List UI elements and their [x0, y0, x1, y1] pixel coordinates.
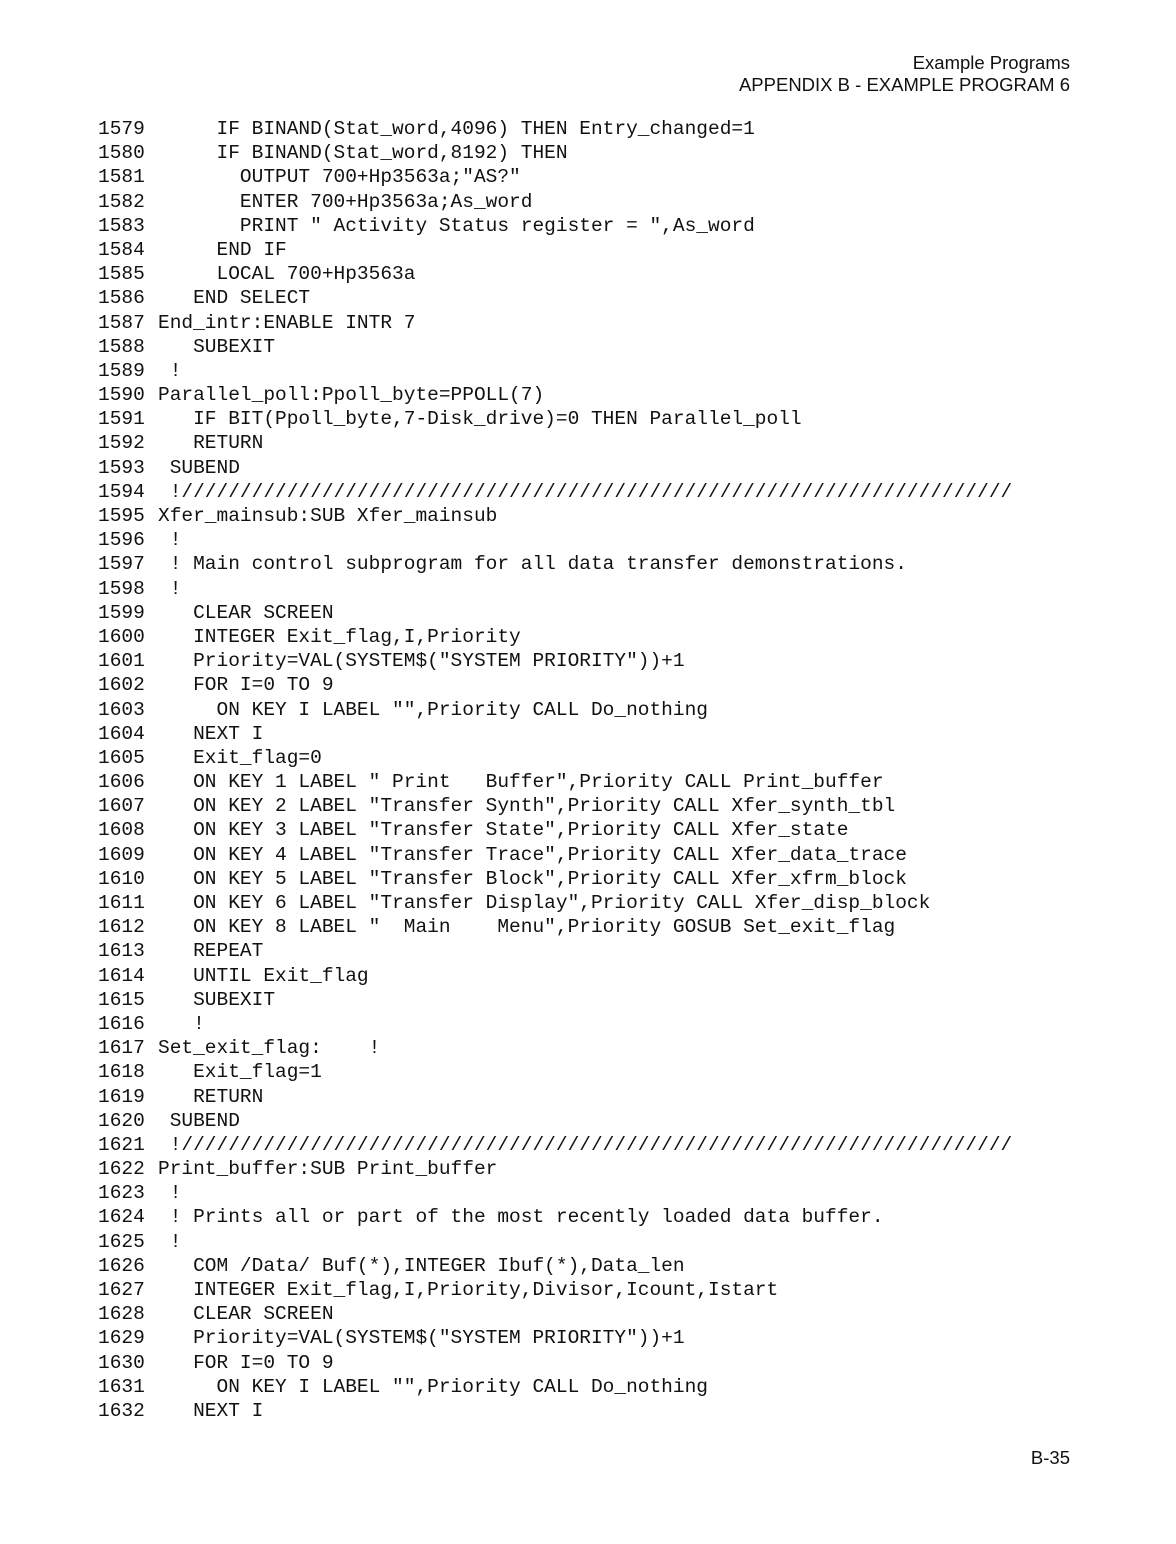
line-number: 1611	[98, 892, 145, 914]
line-number: 1632	[98, 1399, 145, 1422]
code-line	[98, 407, 1012, 431]
header-section-title: Example Programs	[912, 52, 1070, 73]
line-number: 1587	[98, 311, 145, 334]
line-code: ON KEY 3 LABEL "Transfer State",Priority CALL Xfer_state	[158, 819, 849, 842]
code-line	[98, 625, 1012, 649]
line-code: ENTER 700+Hp3563a;As_word	[158, 190, 533, 213]
line-number: 1608	[98, 819, 145, 842]
line-code: LOCAL 700+Hp3563a	[158, 263, 416, 286]
line-code: OUTPUT 700+Hp3563a;"AS?"	[158, 166, 521, 189]
line-number: 1624	[98, 1206, 145, 1229]
code-line	[98, 770, 1012, 794]
running-header	[739, 52, 1070, 96]
code-line	[98, 915, 1012, 939]
code-line	[98, 528, 1012, 552]
line-code: END IF	[158, 238, 287, 261]
line-number: 1581	[98, 166, 145, 189]
line-number: 1605	[98, 746, 145, 769]
line-code: ON KEY I LABEL "",Priority CALL Do_nothing	[158, 1375, 708, 1398]
code-line	[98, 601, 1012, 625]
line-number: 1599	[98, 601, 145, 624]
code-line	[98, 1254, 1012, 1278]
line-code: !///////////////////////////////////////////////////////////////////////	[158, 1133, 1013, 1156]
line-code: INTEGER Exit_flag,I,Priority	[158, 625, 521, 648]
line-number: 1625	[98, 1230, 145, 1253]
line-number: 1618	[98, 1061, 145, 1084]
line-code: Priority=VAL(SYSTEM$("SYSTEM PRIORITY"))+1	[158, 650, 685, 673]
line-number: 1630	[98, 1351, 145, 1374]
line-number: 1626	[98, 1254, 145, 1277]
line-number: 1603	[98, 698, 145, 721]
line-number: 1614	[98, 964, 145, 987]
code-line	[98, 286, 1012, 310]
line-code: ON KEY I LABEL "",Priority CALL Do_nothing	[158, 698, 708, 721]
line-number: 1594	[98, 480, 145, 503]
line-code: FOR I=0 TO 9	[158, 1351, 334, 1374]
line-number: 1579	[98, 118, 145, 140]
line-code: NEXT I	[158, 722, 264, 745]
line-number: 1586	[98, 287, 145, 310]
line-number: 1606	[98, 771, 145, 794]
line-code: UNTIL Exit_flag	[158, 964, 369, 987]
code-line	[98, 480, 1012, 504]
code-line	[98, 891, 1012, 915]
line-number: 1597	[98, 553, 145, 576]
line-number: 1607	[98, 795, 145, 818]
code-line	[98, 1230, 1012, 1254]
line-number: 1628	[98, 1303, 145, 1326]
line-number: 1590	[98, 384, 145, 407]
line-number: 1629	[98, 1327, 145, 1350]
code-line	[98, 964, 1012, 988]
line-number: 1621	[98, 1133, 145, 1156]
line-code: COM /Data/ Buf(*),INTEGER Ibuf(*),Data_len	[158, 1254, 685, 1277]
code-line	[98, 1157, 1012, 1181]
line-code: !	[158, 529, 182, 552]
line-code: IF BIT(Ppoll_byte,7-Disk_drive)=0 THEN Parallel_poll	[158, 408, 802, 431]
code-line	[98, 456, 1012, 480]
code-line	[98, 1278, 1012, 1302]
line-number: 1622	[98, 1158, 145, 1181]
line-number: 1612	[98, 916, 145, 939]
code-line	[98, 431, 1012, 455]
code-line	[98, 577, 1012, 601]
code-line	[98, 818, 1012, 842]
line-code: !	[158, 1012, 205, 1035]
line-code: END SELECT	[158, 287, 311, 310]
line-number: 1582	[98, 190, 145, 213]
code-line	[98, 843, 1012, 867]
code-line	[98, 1181, 1012, 1205]
code-line	[98, 1085, 1012, 1109]
code-line	[98, 1351, 1012, 1375]
line-code: ! Main control subprogram for all data transfer demonstrations.	[158, 553, 907, 576]
code-line	[98, 1375, 1012, 1399]
line-code: RETURN	[158, 432, 264, 455]
code-line	[98, 1012, 1012, 1036]
line-number: 1610	[98, 867, 145, 890]
line-number: 1593	[98, 456, 145, 479]
line-number: 1604	[98, 722, 145, 745]
line-code: ! Prints all or part of the most recently loaded data buffer.	[158, 1206, 884, 1229]
code-line	[98, 190, 1012, 214]
line-number: 1601	[98, 650, 145, 673]
line-code: CLEAR SCREEN	[158, 601, 334, 624]
code-line	[98, 867, 1012, 891]
line-code: Exit_flag=1	[158, 1061, 322, 1084]
line-code: ON KEY 8 LABEL " Main Menu",Priority GOSUB Set_exit_flag	[158, 916, 896, 939]
code-line	[98, 673, 1012, 697]
line-code: CLEAR SCREEN	[158, 1303, 334, 1326]
line-number: 1617	[98, 1037, 145, 1060]
line-number: 1584	[98, 238, 145, 261]
line-code: Xfer_mainsub:SUB Xfer_mainsub	[158, 505, 498, 527]
line-code: Priority=VAL(SYSTEM$("SYSTEM PRIORITY"))+1	[158, 1327, 685, 1350]
line-number: 1613	[98, 940, 145, 963]
line-code: IF BINAND(Stat_word,8192) THEN	[158, 142, 568, 165]
line-code: ON KEY 1 LABEL " Print Buffer",Priority CALL Print_buffer	[158, 771, 884, 794]
code-line	[98, 335, 1012, 359]
line-number: 1602	[98, 674, 145, 697]
line-number: 1591	[98, 408, 145, 431]
code-line	[98, 746, 1012, 770]
line-code: SUBEND	[158, 1109, 240, 1132]
code-line	[98, 504, 1012, 528]
line-code: ON KEY 4 LABEL "Transfer Trace",Priority CALL Xfer_data_trace	[158, 843, 907, 866]
line-code: SUBEXIT	[158, 988, 276, 1011]
line-code: End_intr:ENABLE INTR 7	[158, 311, 416, 334]
line-code: ON KEY 5 LABEL "Transfer Block",Priority CALL Xfer_xfrm_block	[158, 867, 907, 890]
line-number: 1619	[98, 1085, 145, 1108]
line-number: 1623	[98, 1182, 145, 1205]
line-number: 1600	[98, 625, 145, 648]
line-code: Exit_flag=0	[158, 746, 322, 769]
line-code: INTEGER Exit_flag,I,Priority,Divisor,Icount,Istart	[158, 1279, 779, 1301]
line-code: !///////////////////////////////////////////////////////////////////////	[158, 480, 1013, 503]
line-number: 1589	[98, 359, 145, 382]
line-number: 1609	[98, 843, 145, 866]
line-code: Parallel_poll:Ppoll_byte=PPOLL(7)	[158, 384, 545, 407]
code-line	[98, 552, 1012, 576]
line-code: SUBEND	[158, 456, 240, 479]
line-number: 1627	[98, 1279, 145, 1301]
line-code: Set_exit_flag: !	[158, 1037, 381, 1060]
line-code: PRINT " Activity Status register = ",As_word	[158, 214, 755, 237]
program-listing	[98, 117, 1012, 1423]
code-line	[98, 1205, 1012, 1229]
code-line	[98, 238, 1012, 262]
line-number: 1580	[98, 142, 145, 165]
code-line	[98, 165, 1012, 189]
line-number: 1631	[98, 1375, 145, 1398]
code-line	[98, 141, 1012, 165]
line-code: FOR I=0 TO 9	[158, 674, 334, 697]
line-code: ON KEY 6 LABEL "Transfer Display",Priority CALL Xfer_disp_block	[158, 892, 931, 914]
line-code: ON KEY 2 LABEL "Transfer Synth",Priority CALL Xfer_synth_tbl	[158, 795, 896, 818]
code-line	[98, 1326, 1012, 1350]
page-number: B-35	[1030, 1447, 1070, 1468]
code-line	[98, 939, 1012, 963]
line-number: 1592	[98, 432, 145, 455]
code-line	[98, 214, 1012, 238]
code-line	[98, 1060, 1012, 1084]
line-code: !	[158, 1230, 182, 1253]
line-number: 1588	[98, 335, 145, 358]
line-code: REPEAT	[158, 940, 264, 963]
line-code: Print_buffer:SUB Print_buffer	[158, 1158, 498, 1181]
code-line	[98, 1133, 1012, 1157]
line-code: IF BINAND(Stat_word,4096) THEN Entry_changed=1	[158, 118, 755, 140]
line-code: !	[158, 1182, 182, 1205]
code-line	[98, 117, 1012, 141]
code-line	[98, 988, 1012, 1012]
line-number: 1583	[98, 214, 145, 237]
line-code: !	[158, 577, 182, 600]
code-line	[98, 262, 1012, 286]
code-line	[98, 311, 1012, 335]
line-number: 1585	[98, 263, 145, 286]
line-number: 1598	[98, 577, 145, 600]
code-line	[98, 1109, 1012, 1133]
line-code: NEXT I	[158, 1399, 264, 1422]
line-number: 1616	[98, 1012, 145, 1035]
header-appendix-title: APPENDIX B - EXAMPLE PROGRAM 6	[738, 74, 1070, 95]
code-line	[98, 1036, 1012, 1060]
line-number: 1620	[98, 1109, 145, 1132]
code-line	[98, 698, 1012, 722]
code-line	[98, 1302, 1012, 1326]
line-code: SUBEXIT	[158, 335, 276, 358]
code-line	[98, 649, 1012, 673]
code-line	[98, 722, 1012, 746]
code-line	[98, 359, 1012, 383]
line-code: !	[158, 359, 182, 382]
line-number: 1595	[98, 505, 145, 527]
code-line	[98, 383, 1012, 407]
line-code: RETURN	[158, 1085, 264, 1108]
line-number: 1615	[98, 988, 145, 1011]
code-line	[98, 1399, 1012, 1423]
line-number: 1596	[98, 529, 145, 552]
code-line	[98, 794, 1012, 818]
